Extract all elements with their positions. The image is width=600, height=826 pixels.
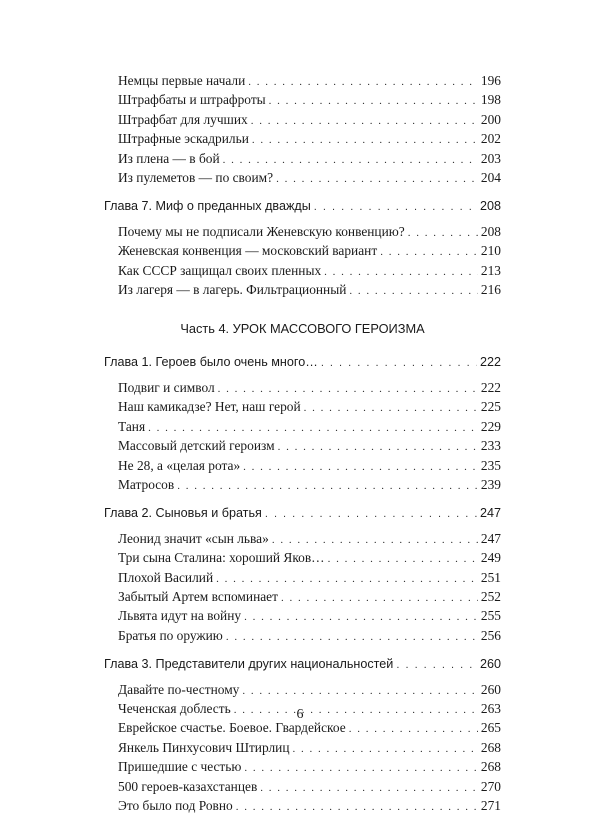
toc-entry-title: Еврейское счастье. Боевое. Гвардейское (118, 720, 346, 736)
toc-entry-title: Янкель Пинхусович Штирлиц (118, 739, 290, 755)
toc-entry[interactable] (104, 758, 501, 777)
leader-dots (269, 93, 478, 110)
toc-entry[interactable] (104, 242, 501, 261)
toc-entry-page: 208 (480, 223, 501, 239)
chapter-title: Глава 1. Героев было очень много… (104, 355, 318, 370)
toc-entry-title: Плохой Василий (118, 569, 214, 585)
leader-dots (314, 199, 477, 216)
toc-entry[interactable] (104, 739, 501, 758)
toc-entry[interactable] (104, 569, 501, 588)
leader-dots (244, 760, 478, 777)
toc-entry-page: 229 (480, 418, 501, 434)
toc-entry-page: 203 (480, 150, 501, 166)
toc-entry-page: 213 (480, 262, 501, 278)
leader-dots (216, 571, 478, 588)
toc-entry-page: 270 (480, 778, 501, 794)
chapter-title: Глава 3. Представители других национальностей (104, 657, 394, 672)
toc-entry[interactable] (104, 797, 501, 816)
leader-dots (281, 590, 478, 607)
toc-entry[interactable] (104, 169, 501, 188)
toc-entry-title: Штрафные эскадрильи (118, 131, 249, 147)
toc-entry[interactable] (104, 281, 501, 300)
leader-dots (148, 420, 478, 437)
leader-dots (243, 459, 478, 476)
toc-entry-page: 196 (480, 73, 501, 88)
toc-entry-title: Чеченская доблесть (118, 700, 231, 716)
leader-dots (260, 780, 478, 797)
toc-entry-page: 252 (480, 588, 501, 604)
leader-dots (328, 551, 478, 568)
toc-entry-page: 255 (480, 608, 501, 624)
leader-dots (396, 657, 477, 674)
leader-dots (252, 132, 478, 149)
toc-entry[interactable] (104, 72, 501, 91)
toc-entry-page: 251 (480, 569, 501, 585)
toc-entry-title: Из плена — в бой (118, 150, 220, 166)
leader-dots (244, 609, 478, 626)
leader-dots (304, 400, 478, 417)
toc-entry-page: 216 (480, 282, 501, 298)
leader-dots (218, 381, 478, 398)
leader-dots (177, 478, 478, 495)
toc-entry[interactable] (104, 418, 501, 437)
leader-dots (248, 74, 478, 91)
chapter-7-group (104, 198, 501, 300)
chapter-title: Глава 2. Сыновья и братья (104, 506, 262, 521)
chapter-page: 247 (479, 506, 501, 521)
chapter-heading[interactable] (104, 505, 501, 523)
toc-entry[interactable] (104, 150, 501, 169)
chapter-page: 222 (479, 355, 501, 370)
toc-entry-title: Из пулеметов — по своим? (118, 170, 274, 186)
toc-entry-title: Штрафбат для лучших (118, 111, 248, 127)
toc-entry-title: Немцы первые начали (118, 73, 246, 88)
toc-entry-title: Братья по оружию (118, 627, 223, 643)
chapter-heading[interactable] (104, 354, 501, 372)
toc-entry[interactable] (104, 476, 501, 495)
toc-entry-title: Подвиг и символ (118, 379, 215, 395)
toc-entry[interactable] (104, 588, 501, 607)
toc-entry-page: 271 (480, 798, 501, 813)
chapter-page: 208 (479, 199, 501, 214)
toc-entry-page: 202 (480, 131, 501, 147)
toc-entry[interactable] (104, 681, 501, 700)
leader-dots (236, 799, 478, 816)
toc-entry-page: 263 (480, 700, 501, 716)
toc-entry-title: 500 героев-казахстанцев (118, 778, 258, 794)
toc-entry-title: Массовый детский героизм (118, 438, 275, 454)
toc-entry-title: Почему мы не подписали Женевскую конвенцию? (118, 223, 405, 239)
chapter-heading[interactable] (104, 656, 501, 674)
leader-dots (293, 741, 478, 758)
page-number: 6 (296, 707, 304, 722)
chapter-3-group (104, 656, 501, 816)
toc-entry-title: Львята идут на войну (118, 608, 242, 624)
toc-entry-title: Пришедшие с честью (118, 759, 242, 775)
toc-entry-page: 265 (480, 720, 501, 736)
toc-entry-page: 235 (480, 457, 501, 473)
toc-entry-page: 268 (480, 739, 501, 755)
part-title: Часть 4. УРОК МАССОВОГО ГЕРОИЗМА (180, 321, 425, 337)
toc-entry-title: Леонид значит «сын льва» (118, 530, 269, 546)
toc-entry[interactable] (104, 627, 501, 646)
toc-entry-title: Давайте по-честному (118, 681, 240, 697)
toc-entry-title: Не 28, а «целая рота» (118, 457, 241, 473)
toc-entry-page: 260 (480, 681, 501, 697)
leader-dots (272, 532, 478, 549)
toc-entry-page: 200 (480, 111, 501, 127)
toc-entry-title: Забытый Артем вспоминает (118, 588, 278, 604)
toc-entry[interactable] (104, 607, 501, 626)
leader-dots (276, 171, 478, 188)
toc-entry-title: Матросов (118, 476, 175, 492)
leader-dots (223, 152, 478, 169)
toc-entry[interactable] (104, 530, 501, 549)
toc-entry[interactable] (104, 262, 501, 281)
toc-entry-title: Три сына Сталина: хороший Яков… (118, 550, 325, 566)
toc-entry-title: Таня (118, 418, 146, 434)
leader-dots (349, 721, 478, 738)
toc-entry-page: 198 (480, 92, 501, 108)
toc-entry-page: 204 (480, 170, 501, 186)
toc-entry-page: 210 (480, 243, 501, 259)
toc-entry[interactable] (104, 91, 501, 110)
leader-dots (265, 506, 477, 523)
toc-entry-page: 222 (480, 379, 501, 395)
leader-dots (349, 283, 478, 300)
toc-entry[interactable] (104, 549, 501, 568)
toc-entry[interactable] (104, 111, 501, 130)
leader-dots (226, 629, 478, 646)
toc-entry[interactable] (104, 130, 501, 149)
toc-entry-page: 249 (480, 550, 501, 566)
toc-entry-title: Штрафбаты и штрафроты (118, 92, 266, 108)
leader-dots (408, 225, 478, 242)
chapter-title: Глава 7. Миф о преданных дважды (104, 199, 311, 214)
toc-entry-page: 225 (480, 399, 501, 415)
toc-entry[interactable] (104, 223, 501, 242)
toc-entry-title: Женевская конвенция — московский вариант (118, 243, 378, 259)
toc-entry[interactable] (104, 778, 501, 797)
toc-entry-page: 247 (480, 530, 501, 546)
toc-entry[interactable] (104, 437, 501, 456)
top-entries-group (104, 72, 501, 188)
chapter-heading[interactable] (104, 198, 501, 216)
toc-entry-page: 233 (480, 438, 501, 454)
chapter-1-group (104, 354, 501, 495)
toc-entry-page: 239 (480, 476, 501, 492)
leader-dots (251, 113, 478, 130)
leader-dots (321, 355, 477, 372)
toc-entry[interactable] (104, 457, 501, 476)
toc-entry-page: 268 (480, 759, 501, 775)
toc-entry-title: Как СССР защищал своих пленных (118, 262, 322, 278)
leader-dots (242, 683, 478, 700)
toc-entry-title: Это было под Ровно (118, 798, 233, 813)
toc-entry[interactable] (104, 398, 501, 417)
toc-entry[interactable] (104, 379, 501, 398)
leader-dots (278, 439, 478, 456)
leader-dots (324, 264, 478, 281)
leader-dots (380, 244, 478, 261)
chapter-2-group (104, 505, 501, 646)
toc-entry-page: 256 (480, 627, 501, 643)
toc-entry-title: Наш камикадзе? Нет, наш герой (118, 399, 301, 415)
chapter-page: 260 (479, 657, 501, 672)
toc-entry-title: Из лагеря — в лагерь. Фильтрационный (118, 282, 347, 298)
